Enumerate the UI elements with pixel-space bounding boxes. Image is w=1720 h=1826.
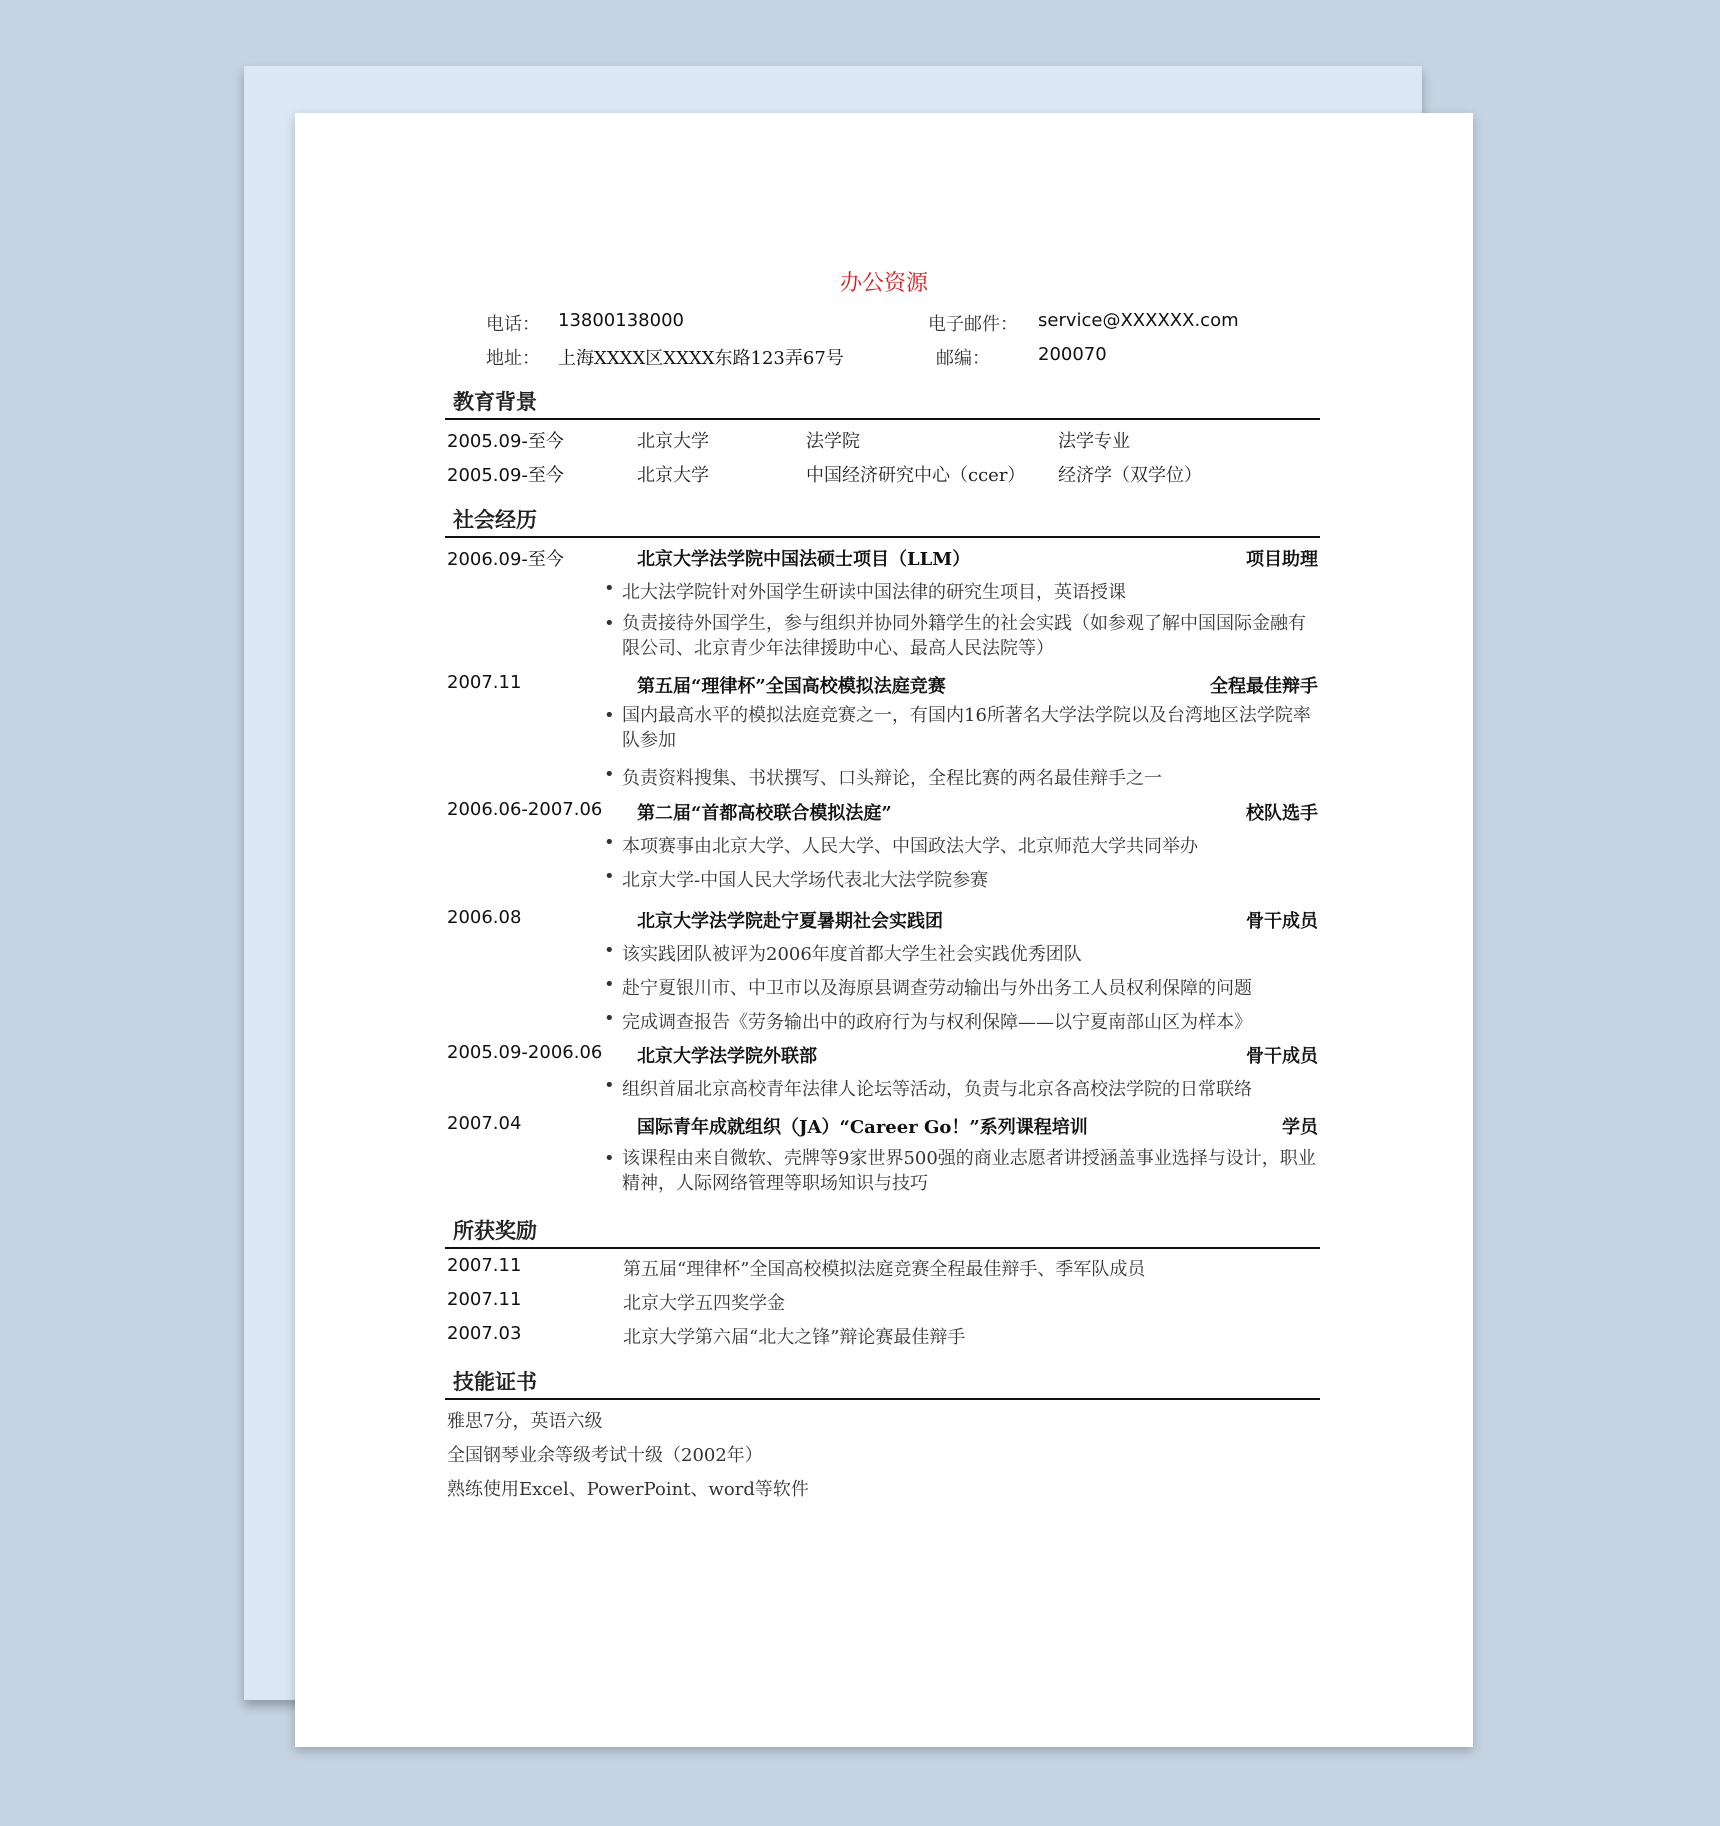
edu-row-2-major: 经济学（双学位） <box>1058 465 1202 486</box>
exp-5-org: 北京大学法学院外联部 <box>637 1046 817 1067</box>
exp-5-bullet-1: • 组织首届北京高校青年法律人论坛等活动，负责与北京各高校法学院的日常联络 <box>622 1075 1252 1101</box>
exp-4-bullet-2: • 赴宁夏银川市、中卫市以及海原县调查劳动输出与外出务工人员权利保障的问题 <box>622 974 1252 1000</box>
exp-5-role: 骨干成员 <box>1246 1046 1318 1067</box>
award-3-date: 2007.03 <box>447 1323 522 1344</box>
exp-2-date: 2007.11 <box>447 672 522 693</box>
exp-1-org: 北京大学法学院中国法硕士项目（LLM） <box>637 549 971 570</box>
exp-5-date: 2005.09-2006.06 <box>447 1042 603 1063</box>
award-3-text: 北京大学第六届“北大之锋”辩论赛最佳辩手 <box>623 1327 966 1348</box>
edu-row-2-dept: 中国经济研究中心（ccer） <box>806 465 1026 486</box>
address-value: 上海XXXX区XXXX东路123弄67号 <box>558 348 844 369</box>
exp-2-org: 第五届“理律杯”全国高校模拟法庭竞赛 <box>637 676 946 697</box>
edu-row-2-school: 北京大学 <box>637 465 709 486</box>
zip-value: 200070 <box>1038 344 1107 365</box>
edu-row-1-date: 2005.09-至今 <box>447 431 564 452</box>
exp-4-bullet-1: • 该实践团队被评为2006年度首都大学生社会实践优秀团队 <box>622 940 1082 966</box>
resume-name: 办公资源 <box>840 271 929 296</box>
exp-2-role: 全程最佳辩手 <box>1210 676 1318 697</box>
phone-label: 电话： <box>486 314 540 335</box>
edu-row-1-dept: 法学院 <box>806 431 860 452</box>
exp-3-bullet-2: • 北京大学-中国人民大学场代表北大法学院参赛 <box>622 866 988 892</box>
exp-1-bullet-1: • 北大法学院针对外国学生研读中国法律的研究生项目，英语授课 <box>622 578 1126 604</box>
edu-row-1-school: 北京大学 <box>637 431 709 452</box>
exp-4-org: 北京大学法学院赴宁夏暑期社会实践团 <box>637 911 943 932</box>
exp-3-date: 2006.06-2007.06 <box>447 799 603 820</box>
skill-1: 雅思7分，英语六级 <box>447 1411 603 1432</box>
email-value: service@XXXXXX.com <box>1038 310 1239 331</box>
education-heading: 教育背景 <box>453 389 537 414</box>
phone-value: 13800138000 <box>558 310 684 331</box>
skills-heading: 技能证书 <box>453 1369 537 1394</box>
exp-6-date: 2007.04 <box>447 1113 522 1134</box>
exp-1-date: 2006.09-至今 <box>447 549 564 570</box>
experience-heading: 社会经历 <box>453 507 537 532</box>
award-1-text: 第五届“理律杯”全国高校模拟法庭竞赛全程最佳辩手、季军队成员 <box>623 1259 1146 1280</box>
exp-1-bullet-2: • 负责接待外国学生，参与组织并协同外籍学生的社会实践（如参观了解中国国际金融有限公司、北京青少年法律援助中心、最高人民法院等） <box>622 611 1322 661</box>
exp-1-role: 项目助理 <box>1246 549 1318 570</box>
skill-2: 全国钢琴业余等级考试十级（2002年） <box>447 1445 763 1466</box>
exp-3-bullet-1: • 本项赛事由北京大学、人民大学、中国政法大学、北京师范大学共同举办 <box>622 832 1198 858</box>
skills-rule <box>445 1398 1320 1400</box>
skill-3: 熟练使用Excel、PowerPoint、word等软件 <box>447 1479 809 1500</box>
awards-heading: 所获奖励 <box>453 1218 537 1243</box>
address-label: 地址： <box>486 348 540 369</box>
exp-6-bullet-1: • 该课程由来自微软、壳牌等9家世界500强的商业志愿者讲授涵盖事业选择与设计，职业精神，人际网络管理等职场知识与技巧 <box>622 1146 1322 1196</box>
zip-label: 邮编： <box>936 348 990 369</box>
email-label: 电子邮件： <box>928 314 1018 335</box>
exp-3-org: 第二届“首都高校联合模拟法庭” <box>637 803 892 824</box>
exp-4-bullet-3: • 完成调查报告《劳务输出中的政府行为与权利保障——以宁夏南部山区为样本》 <box>622 1008 1252 1034</box>
exp-4-date: 2006.08 <box>447 907 522 928</box>
award-2-text: 北京大学五四奖学金 <box>623 1293 785 1314</box>
exp-6-role: 学员 <box>1282 1117 1318 1138</box>
exp-4-role: 骨干成员 <box>1246 911 1318 932</box>
edu-row-1-major: 法学专业 <box>1058 431 1130 452</box>
award-1-date: 2007.11 <box>447 1255 522 1276</box>
awards-rule <box>445 1247 1320 1249</box>
exp-6-org: 国际青年成就组织（JA）“Career Go！”系列课程培训 <box>637 1117 1088 1138</box>
exp-3-role: 校队选手 <box>1246 803 1318 824</box>
education-rule <box>445 418 1320 420</box>
edu-row-2-date: 2005.09-至今 <box>447 465 564 486</box>
exp-2-bullet-2: • 负责资料搜集、书状撰写、口头辩论，全程比赛的两名最佳辩手之一 <box>622 764 1162 790</box>
exp-2-bullet-1: • 国内最高水平的模拟法庭竞赛之一，有国内16所著名大学法学院以及台湾地区法学院率队参加 <box>622 703 1322 753</box>
award-2-date: 2007.11 <box>447 1289 522 1310</box>
experience-rule <box>445 536 1320 538</box>
